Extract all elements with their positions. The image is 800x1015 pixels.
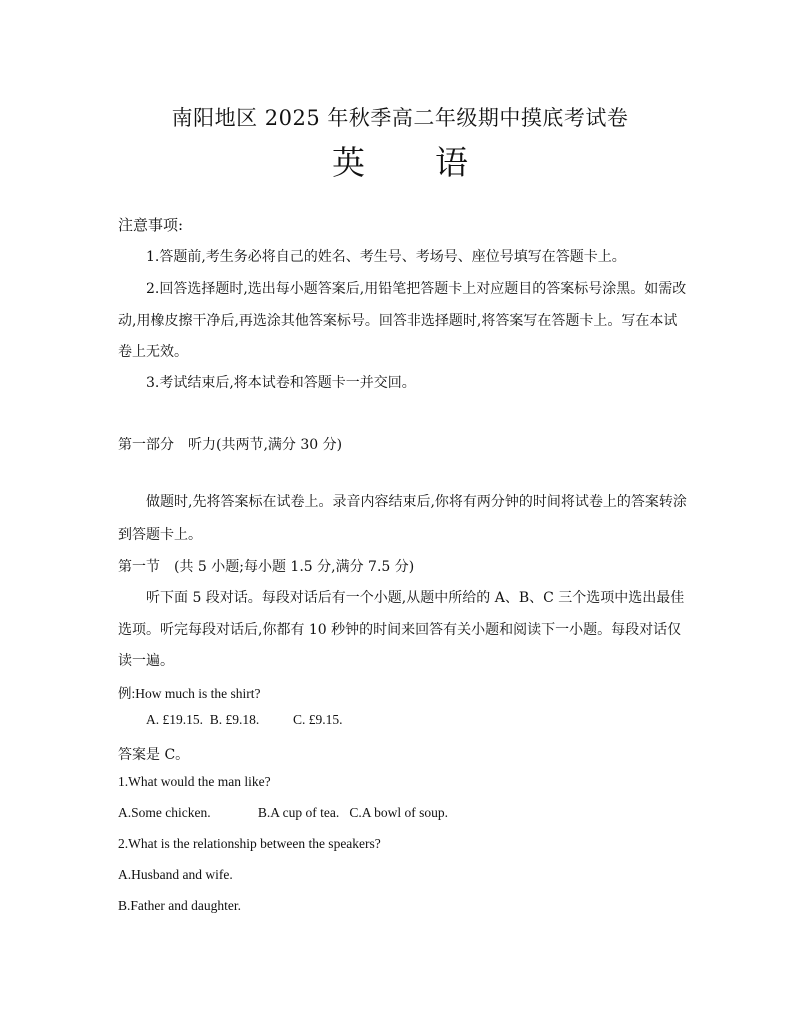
question-2-option-b: B.Father and daughter. xyxy=(118,898,241,913)
section1-instruction-line-1: 听下面 5 段对话。每段对话后有一个小题,从题中所给的 A、B、C 三个选项中选出最佳 xyxy=(146,590,685,606)
example-answer: 答案是 C。 xyxy=(118,747,190,763)
notes-item-3: 3.考试结束后,将本试卷和答题卡一并交回。 xyxy=(146,375,416,391)
section1-instruction-line-3: 读一遍。 xyxy=(118,653,174,669)
part1-instruction-line-2: 到答题卡上。 xyxy=(118,527,202,543)
part1-heading: 第一部分 听力(共两节,满分 30 分) xyxy=(118,437,343,453)
example-question: 例:How much is the shirt? xyxy=(118,686,261,701)
question-1: 1.What would the man like? xyxy=(118,774,271,789)
question-1-options: A.Some chicken. B.A cup of tea. C.A bowl of soup. xyxy=(118,805,448,820)
part1-instruction-line-1: 做题时,先将答案标在试卷上。录音内容结束后,你将有两分钟的时间将试卷上的答案转涂 xyxy=(146,494,687,510)
question-2-option-a: A.Husband and wife. xyxy=(118,867,233,882)
subject-char-1: 英 xyxy=(332,143,365,182)
subject-char-2: 语 xyxy=(435,143,468,182)
notes-heading: 注意事项: xyxy=(118,216,184,234)
section1-heading: 第一节 (共 5 小题;每小题 1.5 分,满分 7.5 分) xyxy=(118,559,415,575)
question-2: 2.What is the relationship between the speakers? xyxy=(118,836,381,851)
section1-instruction-line-2: 选项。听完每段对话后,你都有 10 秒钟的时间来回答有关小题和阅读下一小题。每段对话仅 xyxy=(118,622,682,638)
notes-item-2-line-1: 2.回答选择题时,选出每小题答案后,用铅笔把答题卡上对应题目的答案标号涂黑。如需改 xyxy=(146,281,687,297)
example-options: A. £19.15. B. £9.18. C. £9.15. xyxy=(146,712,343,727)
notes-item-2-line-2: 动,用橡皮擦干净后,再选涂其他答案标号。回答非选择题时,将答案写在答题卡上。写在本试 xyxy=(118,313,678,329)
exam-title: 南阳地区 2025 年秋季高二年级期中摸底考试卷 xyxy=(171,106,629,130)
notes-item-1: 1.答题前,考生务必将自己的姓名、考生号、考场号、座位号填写在答题卡上。 xyxy=(146,249,626,265)
notes-item-2-line-3: 卷上无效。 xyxy=(118,344,188,360)
subject-title xyxy=(0,137,800,184)
